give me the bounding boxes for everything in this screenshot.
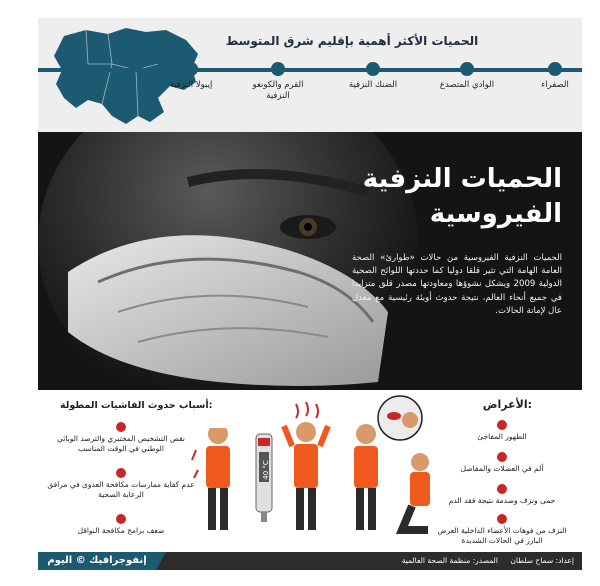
bullet-icon	[497, 420, 507, 430]
top-band	[38, 18, 582, 132]
middle-east-map	[46, 24, 204, 128]
causes-title: أسباب حدوث الفاشيات المطولة:	[60, 400, 213, 411]
symptom-item: الظهور المفاجئ	[432, 420, 572, 442]
symptom-item: النزف من فوهات الأعضاء الداخلية العرض البارز في الحالات الشديدة	[432, 514, 572, 546]
cause-item: ضعف برامج مكافحة النواقل	[46, 514, 196, 536]
cause-item: عدم كفاية ممارسات مكافحة العدوى في مرافق الرعاية الصحية	[46, 468, 196, 500]
figure-standing-icon	[354, 424, 378, 530]
footer-credits	[392, 552, 574, 570]
timeline-dot	[460, 62, 474, 76]
brand-logo: إنفوجرافيك © اليوم	[38, 552, 156, 570]
figure-kneeling-icon	[402, 453, 430, 530]
bleeding-eye-inset-icon	[378, 396, 422, 440]
hero-title-line1: الحميات النزفية	[362, 164, 562, 194]
source-credit: المصدر: منظمة الصحة العالمية	[401, 556, 498, 565]
thermometer-icon	[256, 434, 272, 522]
figure-headache-icon	[284, 402, 328, 530]
timeline-dot	[184, 62, 198, 76]
infographic-frame	[38, 18, 582, 570]
timeline-dot	[548, 62, 562, 76]
cause-item: نقص التشخيص المختبري والترصد الوبائي الوطني في الوقت المناسب	[46, 422, 196, 454]
bullet-icon	[116, 468, 126, 478]
hero-description: الحميات النزفية الفيروسية من حالات «طوارئ» الصحة العامة الهامة التي تثير قلقا دوليا كما حددتها اللوائح الصحية الدولية 2009 ويشكل نشوؤها ومعاودتها مصدر قلق متزايدا في جميع أنحاء العالم، نتيجة حدوث أوبئة رئيسية مع معدل عال لإماتة الحالات.	[352, 253, 562, 316]
disease-label: القرم والكونغو النزفية	[252, 80, 304, 101]
disease-label: الصفراء	[541, 80, 569, 90]
hero-title	[362, 162, 562, 232]
disease-label: الوادي المتصدع	[439, 80, 495, 90]
disease-label: إيبولا النزفية	[169, 80, 213, 90]
symptom-item: ألم في العضلات والمفاصل	[432, 452, 572, 474]
sick-figures-illustration	[188, 390, 438, 552]
footer-bar	[38, 552, 582, 570]
bullet-icon	[497, 452, 507, 462]
timeline-bar	[38, 68, 582, 72]
bottom-section	[38, 390, 582, 552]
symptoms-title: الأعراض:	[482, 398, 532, 411]
bullet-icon	[116, 422, 126, 432]
bullet-icon	[497, 514, 507, 524]
bullet-icon	[116, 514, 126, 524]
figure-stomach-ache-icon	[192, 422, 230, 530]
thermometer-reading: 40 °C	[262, 460, 270, 480]
prepared-by: إعداد: سماح سلطان	[510, 556, 574, 565]
hero-title-line2: الفيروسية	[429, 199, 562, 230]
bullet-icon	[497, 484, 507, 494]
top-title: الحميات الأكثر أهمية بإقليم شرق المتوسط	[225, 34, 479, 48]
symptom-item: حمى ونزف وصدمة نتيجة فقد الدم	[432, 484, 572, 506]
hero-section	[38, 132, 582, 390]
timeline-dot	[271, 62, 285, 76]
disease-label: الضنك النزفية	[348, 80, 398, 90]
timeline-dot	[366, 62, 380, 76]
